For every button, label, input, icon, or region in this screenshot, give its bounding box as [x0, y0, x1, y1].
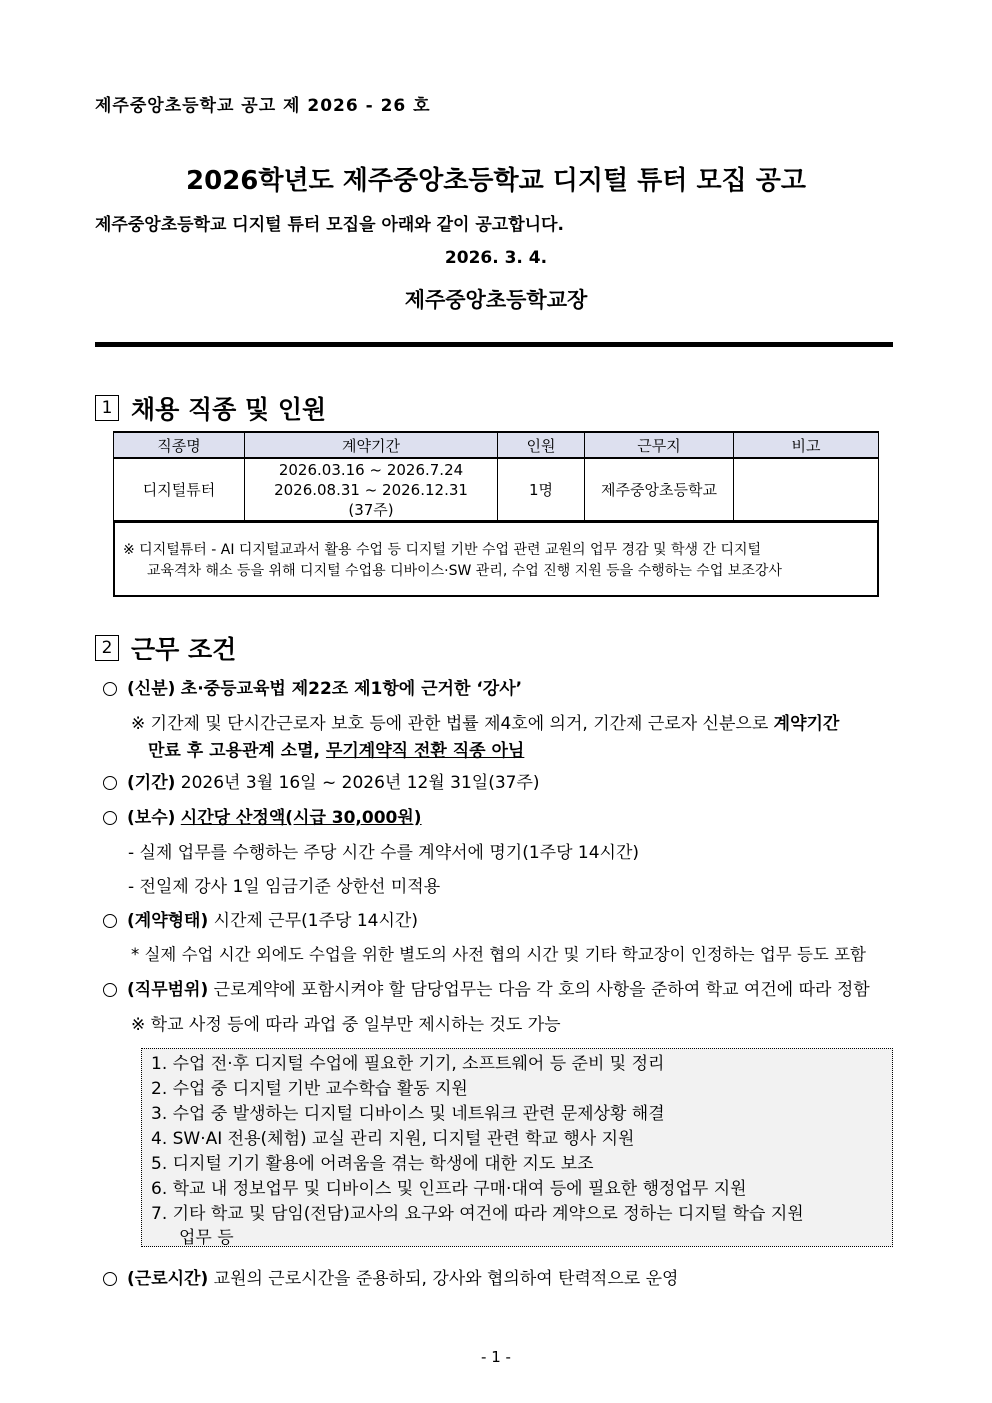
table-cell-count: 1명: [498, 458, 585, 522]
item-text: 초·중등교육법 제22조 제1항에 근거한 ‘강사’: [180, 679, 523, 699]
item-label: (기간): [127, 773, 176, 793]
notice-number: 제주중앙초등학교 공고 제 2026 - 26 호: [95, 96, 431, 116]
table-header-row: [114, 432, 879, 458]
status-note-1: [131, 709, 839, 734]
item-label: (신분): [127, 679, 176, 699]
item-text: 시간당 산정액(시급 30,000원): [180, 808, 422, 828]
table-cell-period: [245, 458, 498, 522]
list-item: 업무 등: [179, 1228, 234, 1248]
item-text: 근로계약에 포함시켜야 할 담당업무는 다음 각 호의 사항을 준하여 학교 여건에 따라 정함: [213, 980, 870, 1000]
list-item: 7. 기타 학교 및 담임(전담)교사의 요구와 여건에 따라 계약으로 정하는 디지털 학습 지원: [151, 1204, 804, 1224]
principal-name: 제주중앙초등학교장: [404, 288, 588, 312]
table-header: 계약기간: [245, 432, 498, 458]
note-emphasis: 만료 후 고용관계 소멸,: [148, 741, 326, 761]
circle-bullet-icon: [103, 914, 117, 928]
note-line: ※ 디지털튜터 - AI 디지털교과서 활용 수업 등 디지털 기반 수업 관련 교원의 업무 경감 및 학생 간 디지털: [123, 542, 762, 558]
table-header: 인원: [498, 432, 585, 458]
hours-item: [103, 1264, 678, 1289]
item-label: (계약형태): [127, 911, 209, 931]
circle-bullet-icon: [103, 776, 117, 790]
list-item: 1. 수업 전·후 디지털 수업에 필요한 기기, 소프트웨어 등 준비 및 정리: [151, 1054, 665, 1074]
pay-sub-1: - 실제 업무를 수행하는 주당 시간 수를 계약서에 명기(1주당 14시간): [128, 843, 640, 863]
period-item: [103, 768, 540, 793]
note-emphasis: 계약기간: [773, 714, 840, 734]
section1-title: 채용 직종 및 인원: [131, 395, 327, 424]
table-cell-place: 제주중앙초등학교: [585, 458, 734, 522]
item-text: 2026년 3월 16일 ~ 2026년 12월 31일(37주): [180, 773, 540, 793]
table-header: 비고: [734, 432, 879, 458]
list-item: 4. SW·AI 전용(체험) 교실 관리 지원, 디지털 관련 학교 행사 지원: [151, 1129, 635, 1149]
notice-date: 2026. 3. 4.: [444, 248, 548, 268]
item-label: (보수): [127, 808, 176, 828]
contract-item: [103, 906, 418, 931]
contract-note: * 실제 수업 시간 외에도 수업을 위한 별도의 사전 협의 시간 및 기타 학교장이 인정하는 업무 등도 포함: [131, 945, 866, 964]
note-text: ※ 기간제 및 단시간근로자 보호 등에 관한 법률 제4호에 의거, 기간제 근로자 신분으로: [131, 714, 774, 734]
note-line: 교육격차 해소 등을 위해 디지털 수업용 디바이스·SW 관리, 수업 진행 지원 등을 수행하는 수업 보조강사: [147, 563, 782, 579]
table-cell-job: 디지털튜터: [114, 458, 245, 522]
status-note-2: [148, 736, 524, 761]
header-divider: [95, 342, 893, 347]
pay-item: [103, 803, 422, 828]
item-label: (근로시간): [127, 1269, 209, 1289]
table-header: 직종명: [114, 432, 245, 458]
period-line: 2026.03.16 ~ 2026.7.24: [278, 461, 464, 479]
note-underline: 무기계약직 전환 직종 아님: [325, 741, 525, 761]
recruit-table: [113, 431, 879, 522]
list-item: 5. 디지털 기기 활용에 어려움을 겪는 학생에 대한 지도 보조: [151, 1154, 594, 1174]
circle-bullet-icon: [103, 682, 117, 696]
circle-bullet-icon: [103, 1272, 117, 1286]
section1-number: 1: [95, 395, 119, 421]
circle-bullet-icon: [103, 983, 117, 997]
section2-number: 2: [95, 635, 119, 661]
table-row: [114, 458, 879, 522]
section2-heading: [95, 630, 236, 666]
list-item: 6. 학교 내 정보업무 및 디바이스 및 인프라 구매·대여 등에 필요한 행정업무 지원: [151, 1179, 747, 1199]
period-line: (37주): [348, 501, 394, 519]
table-cell-remark: [734, 458, 879, 522]
section1-heading: [95, 390, 326, 426]
duties-note: ※ 학교 사정 등에 따라 과업 중 일부만 제시하는 것도 가능: [131, 1015, 561, 1035]
duties-item: [103, 975, 870, 1000]
status-item: [103, 674, 522, 699]
intro-text: 제주중앙초등학교 디지털 튜터 모집을 아래와 같이 공고합니다.: [95, 215, 564, 235]
job-description-note: [113, 520, 879, 597]
pay-sub-2: - 전일제 강사 1일 임금기준 상한선 미적용: [128, 877, 441, 897]
list-item: 2. 수업 중 디지털 기반 교수학습 활동 지원: [151, 1079, 468, 1099]
page-number: - 1 -: [481, 1348, 511, 1366]
page-title: 2026학년도 제주중앙초등학교 디지털 튜터 모집 공고: [186, 166, 806, 196]
item-text: 시간제 근무(1주당 14시간): [213, 911, 418, 931]
period-line: 2026.08.31 ~ 2026.12.31: [274, 481, 468, 499]
table-header: 근무지: [585, 432, 734, 458]
item-label: (직무범위): [127, 980, 209, 1000]
item-text: 교원의 근로시간을 준용하되, 강사와 협의하여 탄력적으로 운영: [213, 1269, 679, 1289]
list-item: 3. 수업 중 발생하는 디지털 디바이스 및 네트워크 관련 문제상황 해결: [151, 1104, 665, 1124]
circle-bullet-icon: [103, 811, 117, 825]
duties-list-box: [141, 1048, 893, 1247]
section2-title: 근무 조건: [131, 635, 237, 664]
